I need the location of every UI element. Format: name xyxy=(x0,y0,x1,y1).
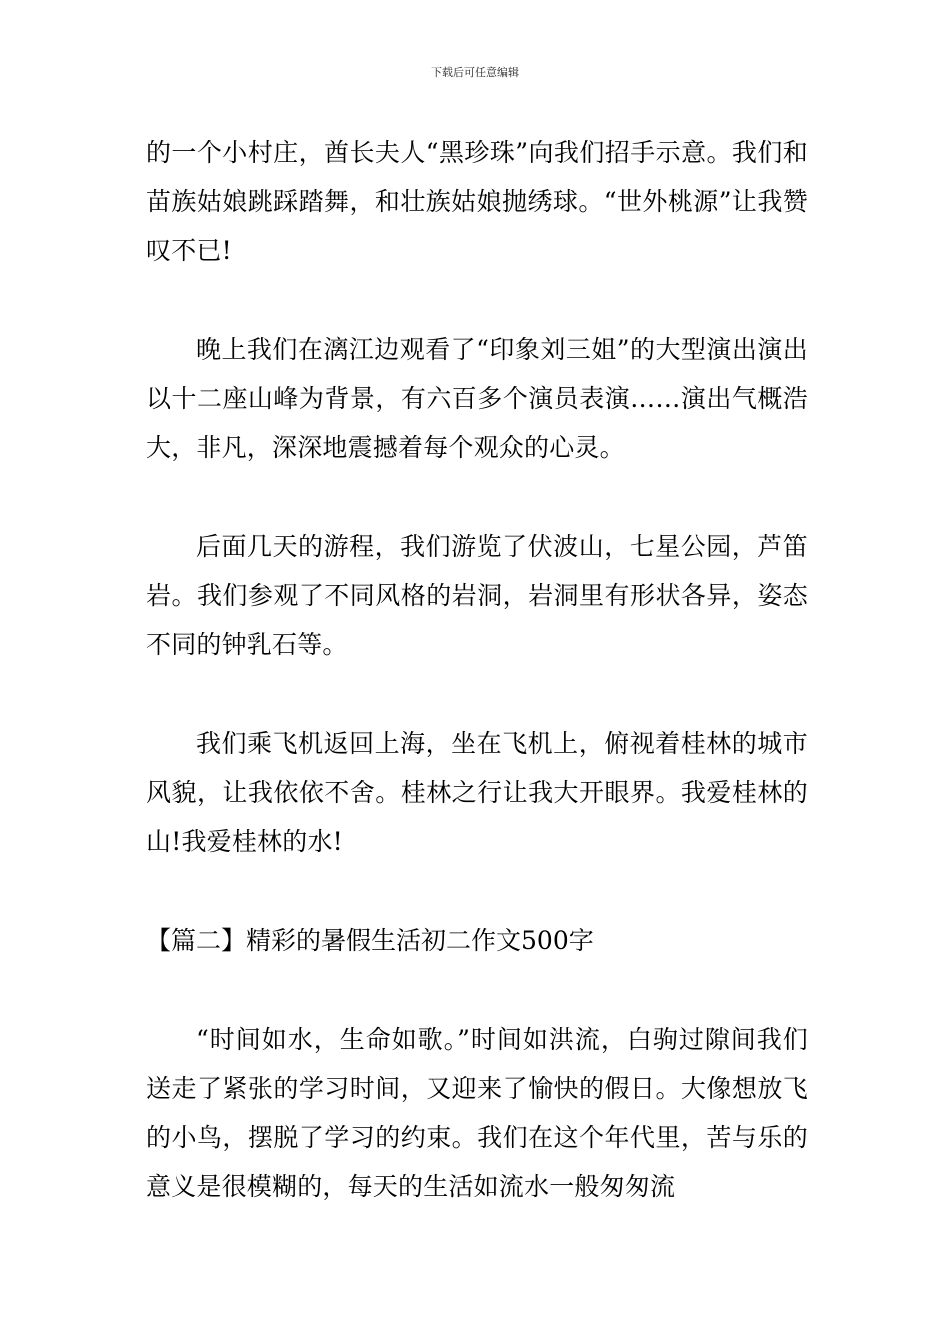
paragraph-return-flight: 我们乘飞机返回上海，坐在飞机上，俯视着桂林的城市风貌，让我依依不舍。桂林之行让我大开眼界。我爱桂林的山!我爱桂林的水! xyxy=(146,729,808,856)
paragraph-evening-show: 晚上我们在漓江边观看了“印象刘三姐”的大型演出演出以十二座山峰为背景，有六百多个演员表演……演出气概浩大，非凡，深深地震撼着每个观众的心灵。 xyxy=(146,335,808,462)
paragraph-sightseeing: 后面几天的游程，我们游览了伏波山，七星公园，芦笛岩。我们参观了不同风格的岩洞，岩洞里有形状各异，姿态不同的钟乳石等。 xyxy=(146,532,808,659)
document-body xyxy=(146,128,808,1261)
paragraph-continuation: 的一个小村庄，酋长夫人“黑珍珠”向我们招手示意。我们和苗族姑娘跳踩踏舞，和壮族姑娘抛绣球。“世外桃源”让我赞叹不已! xyxy=(146,138,808,265)
page-header: 下载后可任意编辑 xyxy=(431,66,519,79)
paragraph-summer-essay: “时间如水，生命如歌。”时间如洪流，白驹过隙间我们送走了紧张的学习时间，又迎来了愉快的假日。大像想放飞的小鸟，摆脱了学习的约束。我们在这个年代里，苦与乐的意义是很模糊的，每天的生活如流水一般匆匆流 xyxy=(146,1025,808,1201)
section-heading: 【篇二】精彩的暑假生活初二作文500字 xyxy=(146,926,594,955)
